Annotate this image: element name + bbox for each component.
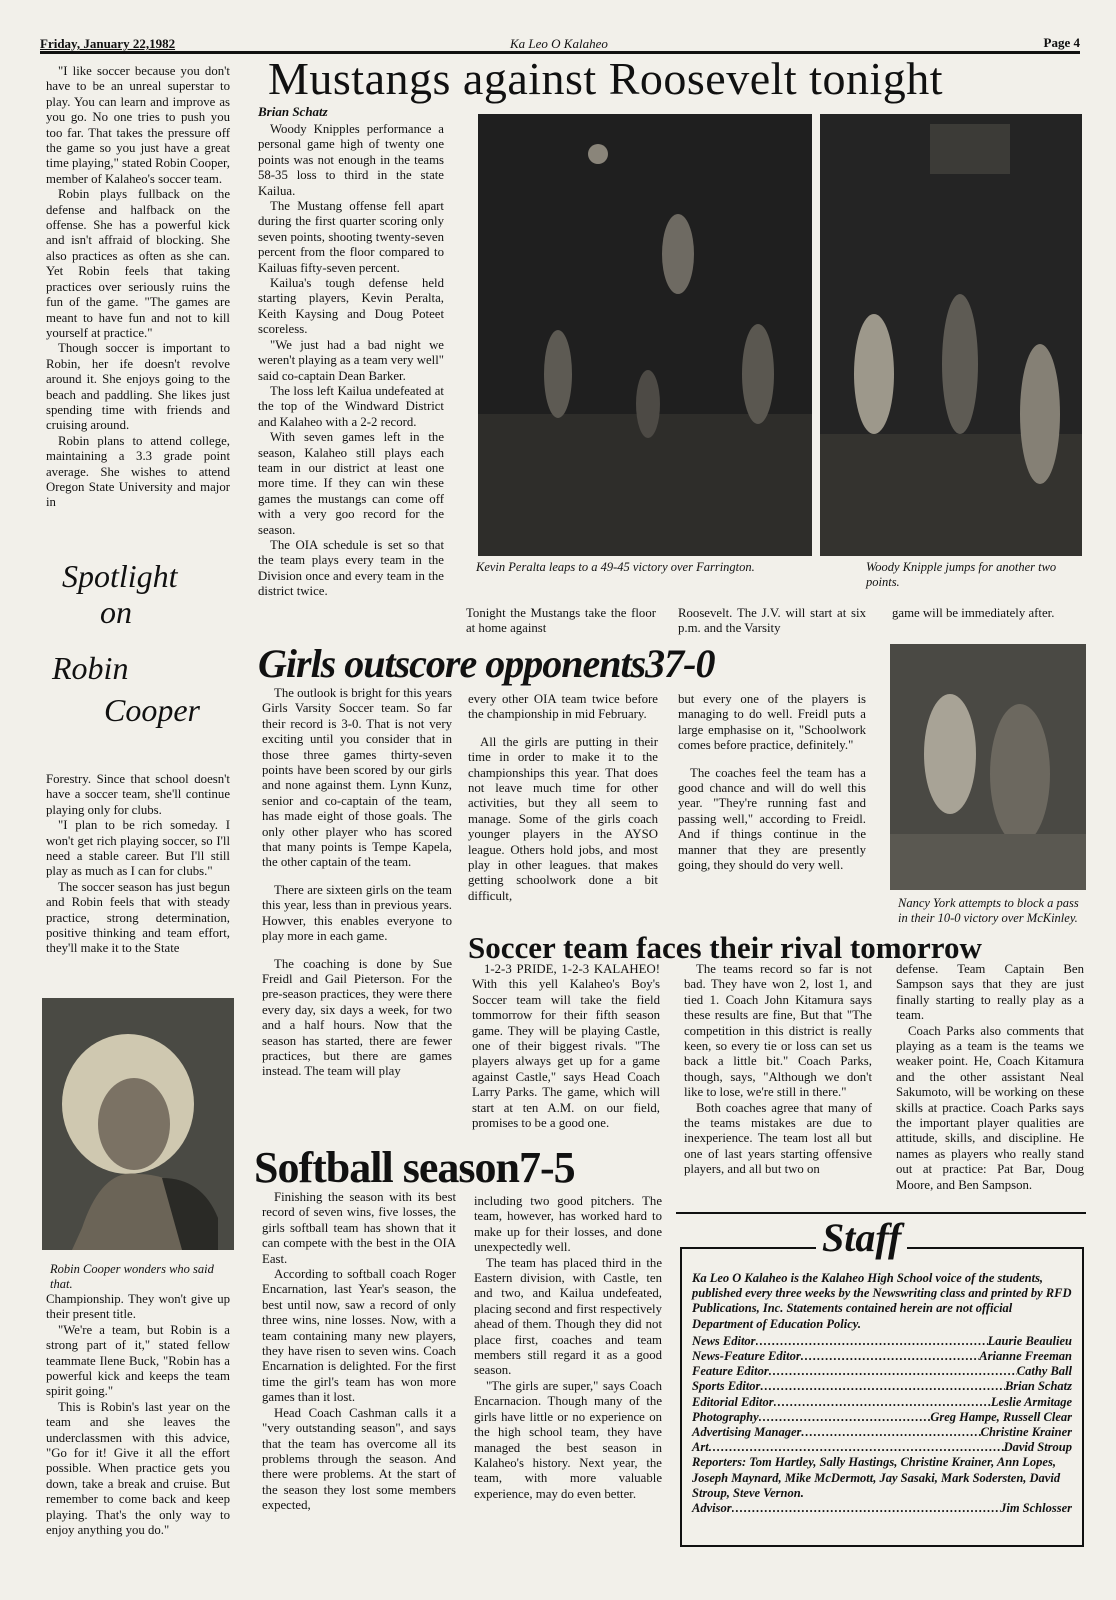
girls-headline: Girls outscore opponents37-0 [258, 641, 715, 686]
girls-soccer-photo [890, 644, 1086, 890]
dot-leader [760, 1379, 1005, 1394]
paragraph: All the girls are putting in their time in order to make it to the championships this year. That does not leave much time for other activities, but they all seem to manage. Some of the girls coach younger players in the AYSO league. Others hold jobs, and most play in other leagues. that makes getting schoolwork done a bit difficult, [468, 734, 658, 903]
dot-leader [759, 1410, 931, 1425]
girls-column-3 [678, 692, 866, 873]
paragraph: defense. Team Captain Ben Sampson says that they are just finally starting to really play as a team. [896, 962, 1084, 1023]
spotlight-word: on [100, 594, 132, 630]
paragraph: The coaching is done by Sue Freidl and Gail Pieterson. For the pre-season practices, they were there every day, six days a week, for two and a half hours. Now that the season has started, there are fewer practices, but there are games instead. The team will play [262, 956, 452, 1079]
staff-name: David Stroup [1003, 1440, 1072, 1455]
page-number: Page 4 [1043, 35, 1080, 50]
paragraph: 1-2-3 PRIDE, 1-2-3 KALAHEO! With this yell Kalaheo's Boy's Soccer team will take the field tommorrow for their fifth season game. They will be playing Castle, one of their biggest rivals. "The players always get up for a game against Castle," says Head Coach Larry Parks. The game, which will start at ten A.M. on our field, promises to be a good one. [472, 962, 660, 1131]
portrait-illustration [42, 998, 234, 1250]
spotlight-word: Cooper [104, 692, 200, 728]
paragraph: Head Coach Cashman calls it a "very outstanding season", and says that the team has overcome all its problems through the season. And there were problems. At the start of the season they lost some members expected, [262, 1405, 456, 1513]
staff-row [692, 1334, 1072, 1349]
paragraph: Championship. They won't give up their present title. [46, 1292, 230, 1322]
paragraph: The Mustang offense fell apart during the first quarter scoring only seven points, shooting twenty-seven percent from the floor compared to Kailuas fifty-seven percent. [258, 199, 444, 275]
paragraph: Finishing the season with its best record of seven wins, five losses, the girls softball team has shown that it can compete with the best in the OIA East. [262, 1190, 456, 1266]
paragraph: With seven games left in the season, Kalaheo still plays each team in our district at least one more time. If they can win these games the mustangs can come off with a very goo record for the season. [258, 430, 444, 537]
paragraph: The coaches feel the team has a good chance and will do well this year. "They're running fast and passing well," according to Freidl. And if things continue in the manner that they are presently going, they should do very well. [678, 765, 866, 873]
staff-name: Arianne Freeman [979, 1349, 1072, 1364]
staff-role: Editorial Editor [692, 1394, 774, 1409]
staff-intro: Ka Leo O Kalaheo is the Kalaheo High School voice of the students, published every three weeks by the Newswriting class and printed by RFD Publications, Inc. Statements contained herein are not official Department of Education Policy. [692, 1271, 1072, 1331]
paragraph: Kailua's tough defense held starting players, Kevin Peralta, Keith Kaysing and Doug Poteet scoreless. [258, 276, 444, 337]
paragraph: but every one of the players is managing to do well. Freidl puts a large emphasise on it, "Schoolwork comes before practice, definitely." [678, 692, 866, 753]
dot-leader [756, 1334, 988, 1349]
paragraph: The OIA schedule is set so that the team plays every team in the Division once and every team in the district twice. [258, 537, 444, 599]
staff-title: Staff [816, 1214, 907, 1261]
staff-role: Sports Editor [692, 1379, 761, 1394]
peralta-caption: Kevin Peralta leaps to a 49-45 victory over Farrington. [476, 560, 755, 574]
staff-role: News Editor [692, 1333, 756, 1348]
issue-date: Friday, January 22,1982 [40, 36, 176, 51]
mustangs-headline: Mustangs against Roosevelt tonight [268, 53, 944, 104]
mustangs-tail-3: game will be immediately after. [892, 606, 1055, 620]
masthead-name: Ka Leo O Kalaheo [510, 36, 608, 51]
paragraph: The soccer season has just begun and Robin feels that with steady practice, strong determination, positive thinking and team effort, they'll make it to the State [46, 879, 230, 956]
paragraph: There are sixteen girls on the team this year, less than in previous years. Howver, this enables everyone to play more in each game. [262, 882, 452, 944]
robin-cooper-photo [42, 998, 234, 1250]
softball-headline: Softball season7-5 [254, 1143, 575, 1192]
paragraph: Coach Parks also comments that playing as a team is the teams we weaker point. He, Coach Kitamura and the other assistant Neal Sakumoto, will be working on these skills at practice. Coach Parks says the important player qualities are attitude, skills, and discipline. He names as players who really stand out at practice: Pat Bar, Doug Moore, and Ben Sampson. [896, 1023, 1084, 1192]
staff-name: Laurie Beaulieu [987, 1333, 1072, 1348]
staff-name: Christine Krainer [980, 1425, 1072, 1440]
spotlight-title [44, 558, 250, 728]
mustangs-tail-2: Roosevelt. The J.V. will start at six p.m. and the Varsity [678, 606, 866, 636]
mustangs-byline: Brian Schatz [258, 104, 328, 119]
staff-role: Photography [692, 1409, 759, 1424]
staff-role: Art [692, 1440, 709, 1455]
paragraph: Robin plans to attend college, maintaining a 3.3 grade point average. She wishes to attend Oregon State University and major in [46, 433, 230, 510]
basketball-photo-knipple [820, 114, 1082, 556]
staff-row [692, 1379, 1072, 1394]
softball-column-1 [262, 1190, 456, 1514]
dot-leader [732, 1501, 1001, 1516]
robin-photo-caption: Robin Cooper wonders who said that. [50, 1262, 214, 1291]
paragraph: "We just had a bad night we weren't playing as a team very well" said co-captain Dean Barker. [258, 337, 444, 383]
soccer-column-1 [472, 962, 660, 1131]
staff-role: News-Feature Editor [692, 1349, 801, 1364]
staff-row [692, 1349, 1072, 1364]
basketball-illustration [478, 114, 812, 556]
mustangs-column [258, 122, 444, 600]
paragraph: "We're a team, but Robin is a strong part of it," stated fellow teammate Ilene Buck, "Robin has a powerful kick and keeps the team spirit going." [46, 1322, 230, 1399]
girls-column-1 [262, 686, 452, 1080]
staff-row [692, 1395, 1072, 1410]
girls-photo-caption: Nancy York attempts to block a pass in their 10-0 victory over McKinley. [898, 896, 1079, 925]
paragraph: Both coaches agree that many of the teams mistakes are due to inexperience. The team lost all but one of last years starting offensive players, and all but two on [684, 1100, 872, 1177]
dot-leader [801, 1349, 980, 1364]
staff-row [692, 1410, 1072, 1425]
robin-column-bottom [46, 1292, 230, 1539]
paragraph: Robin plays fullback on the defense and halfback on the offense. She has a powerful kick and isn't affraid of blocking. She also practices as often as she can. Yet Robin feels that taking practices over seriously ruins the fun of the game. "The games are meant to have fun and not to kill yourself at practice." [46, 187, 230, 340]
paragraph: This is Robin's last year on the team and she leaves the underclassmen with this advice, "Go for it! Give it all the effort possible. When practice gets you down, take a break and cruise. But remember to come back and keep playing. That's the only way to enjoy anything you do." [46, 1399, 230, 1538]
dot-leader [769, 1364, 1017, 1379]
soccer-column-3 [896, 962, 1084, 1193]
soccer-illustration [890, 644, 1086, 890]
paragraph: Though soccer is important to Robin, her ife doesn't revolve around it. She enjoys going to the beach and paddling. She likes just spending time with friends and cruising around. [46, 341, 230, 433]
staff-row [692, 1364, 1072, 1379]
paragraph: The team has placed third in the Eastern division, with Castle, ten and two, and Kailua undefeated, placing second and first respectively ahead of them. Though they did not place first, coaches and team members still regard it as a good season. [474, 1255, 662, 1378]
dot-leader [801, 1425, 980, 1440]
dot-leader [774, 1395, 991, 1410]
paragraph: The loss left Kailua undefeated at the top of the Windward District and Kalaheo with a 2-2 record. [258, 383, 444, 429]
basketball-photo-peralta [478, 114, 812, 556]
staff-roles [692, 1334, 1072, 1456]
dot-leader [709, 1440, 1004, 1455]
paragraph: The teams record so far is not bad. They have won 2, lost 1, and tied 1. Coach John Kitamura says these results are fine, But that "The competition in this district is really keen, so every tie or loss can set us back a little bit." Coach Parks, though, says, "Although we don't like to lose, we're still in there." [684, 962, 872, 1100]
robin-column-top [46, 64, 230, 511]
paragraph: every other OIA team twice before the championship in mid February. [468, 692, 658, 722]
paragraph: Forestry. Since that school doesn't have a soccer team, she'll continue playing only for clubs. [46, 772, 230, 817]
paragraph: Woody Knipples performance a personal game high of twenty one points was not enough in the teams 58-35 loss to third in the state Kailua. [258, 122, 444, 198]
robin-column-mid [46, 772, 230, 957]
paragraph: including two good pitchers. The team, however, has worked hard to make up for their losses, and done unexpectedly well. [474, 1194, 662, 1255]
staff-row-advisor [692, 1501, 1072, 1516]
staff-role: Advertising Manager [692, 1425, 802, 1440]
staff-row [692, 1440, 1072, 1455]
staff-name: Jim Schlosser [1000, 1501, 1072, 1516]
page-header [40, 34, 1080, 54]
paragraph: "I plan to be rich someday. I won't get rich playing soccer, so I'll need a stable career. But I'll still play as much as I can for clubs." [46, 818, 230, 879]
staff-row [692, 1425, 1072, 1440]
mustangs-tail-1: Tonight the Mustangs take the floor at home against [466, 606, 656, 636]
staff-box [680, 1247, 1084, 1547]
staff-name: Brian Schatz [1004, 1379, 1072, 1394]
staff-name: Greg Hampe, Russell Clear [930, 1409, 1072, 1424]
soccer-column-2 [684, 962, 872, 1178]
staff-role: Advisor [692, 1501, 732, 1516]
soccer-headline: Soccer team faces their rival tomorrow [468, 930, 982, 965]
staff-name: Cathy Ball [1016, 1364, 1072, 1379]
staff-name: Leslie Armitage [990, 1394, 1072, 1409]
paragraph: "I like soccer because you don't have to be an unreal superstar to play. You can learn and improve as you go. No one tries to push you too far. That takes the pressure off the game so you just have a great time playing," stated Robin Cooper, member of Kalaheo's soccer team. [46, 64, 230, 186]
spotlight-word: Robin [52, 650, 129, 686]
girls-column-2 [468, 692, 658, 904]
staff-role: Feature Editor [692, 1364, 769, 1379]
paragraph: The outlook is bright for this years Girls Varsity Soccer team. So far their record is 3-0. That is not very exciting until you consider that in those three games thirty-seven points have been scored by our girls and none against them. Lynn Kunz, senior and co-captain of the team, has made eight of those goals. The only other player who has scored that many points is Tempe Kapela, the other captain of the team. [262, 686, 452, 870]
knipple-caption: Woody Knipple jumps for another two points. [866, 560, 1057, 589]
paragraph: According to softball coach Roger Encarnation, last Year's season, the best until now, saw a record of only three wins, nine losses. Now, with a team containing many new players, they have risen to seven wins. Coach Encarnation is delighted. For the first time the girl's team has won more games than it lost. [262, 1267, 456, 1405]
basketball-illustration [820, 114, 1082, 556]
spotlight-word: Spotlight [62, 558, 178, 594]
softball-column-2 [474, 1194, 662, 1502]
staff-reporters: Reporters: Tom Hartley, Sally Hastings, Christine Krainer, Ann Lopes, Joseph Maynard, Mike McDermott, Jay Sasaki, Mark Sodersten, David Stroup, Steve Vernon. [692, 1455, 1061, 1500]
paragraph: "The girls are super," says Coach Encarnacion. Though many of the girls have little or no experience on the high school team, they have managed the best season in Kalaheo's history. Next year, the team, with more valuable experience, may do even better. [474, 1378, 662, 1501]
